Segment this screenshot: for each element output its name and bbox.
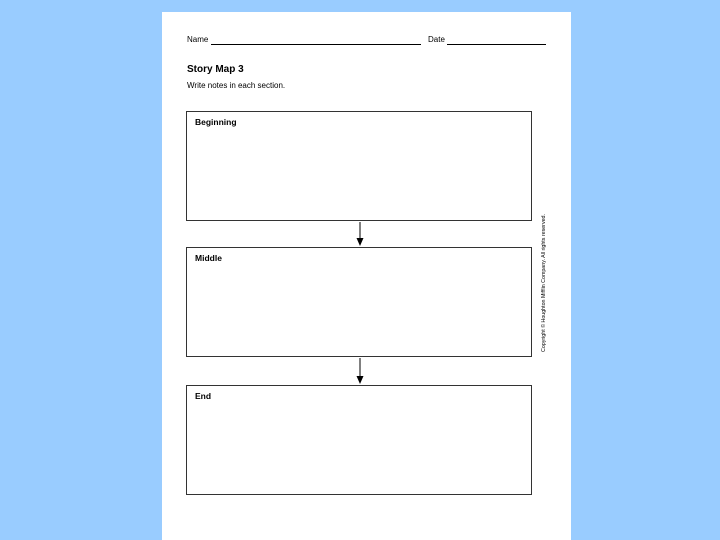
section-label-middle: Middle [195, 253, 222, 263]
date-blank-line [447, 44, 546, 45]
section-box-beginning [186, 111, 532, 221]
copyright-notice: Copyright © Houghton Mifflin Company. All rights reserved. [541, 214, 547, 352]
worksheet-instructions: Write notes in each section. [187, 81, 286, 90]
section-label-beginning: Beginning [195, 117, 237, 127]
section-label-end: End [195, 391, 212, 401]
section-box-middle [186, 247, 532, 357]
date-label: Date [428, 35, 445, 44]
down-arrow-icon [354, 358, 366, 385]
name-label: Name [187, 35, 209, 44]
name-blank-line [211, 44, 421, 45]
down-arrow-icon [354, 222, 366, 247]
header-row [187, 35, 547, 47]
worksheet-title: Story Map 3 [187, 64, 244, 75]
section-box-end [186, 385, 532, 495]
